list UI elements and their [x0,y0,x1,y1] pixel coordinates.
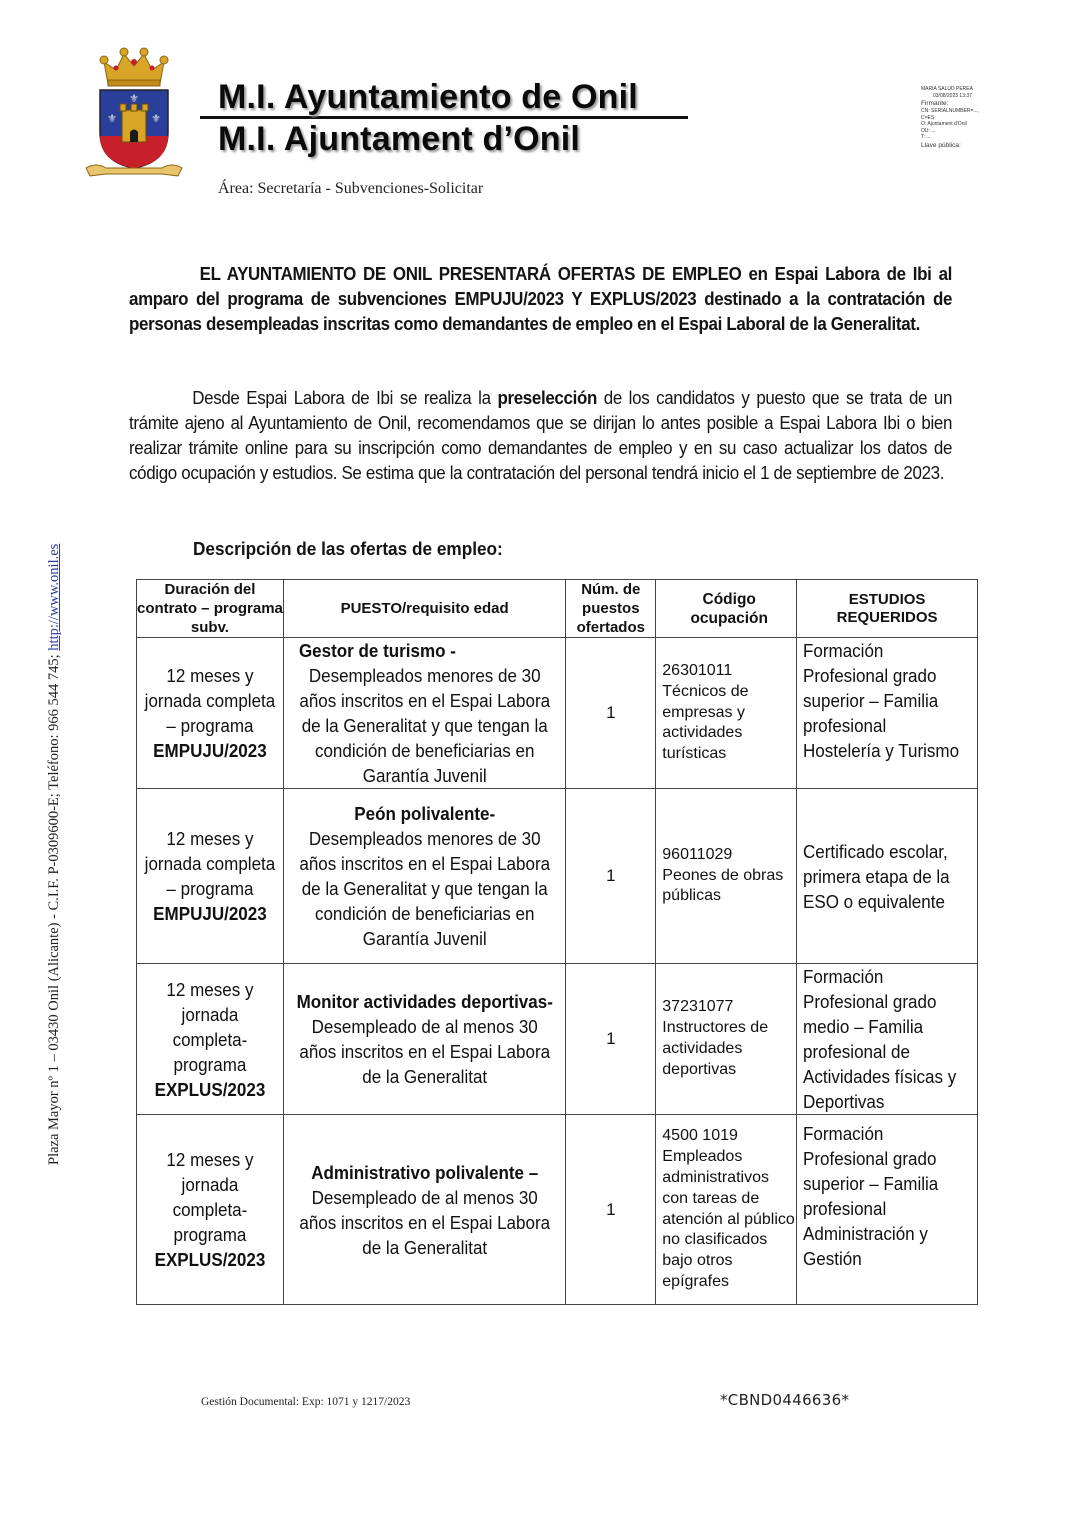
header-position: PUESTO/requisito edad [283,580,565,638]
duration-text: 12 meses y jornada completa – programa [144,665,276,736]
cell-studies [797,1115,978,1305]
table-row [137,638,978,789]
program-text: EMPUJU/2023 [153,740,267,761]
intro-paragraph [129,262,952,337]
cell-duration [137,964,284,1115]
digital-signature-block [921,86,991,150]
program-text: EXPLUS/2023 [154,1078,266,1100]
occupation-description: Peones de obras públicas [662,866,784,905]
studies-text: Formación Profesional grado superior – Familia profesional Administración y Gestión [803,1123,939,1269]
signature-cn: CN: SERIALNUMBER=..., C=ES [921,108,979,121]
position-title: Administrativo polivalente – [311,1161,539,1183]
position-requirement: Desempleado de al menos 30 años inscritos en el Espai Labora de la Generalitat [299,1016,550,1087]
cell-count: 1 [566,964,656,1115]
institution-title [200,78,690,159]
preselection-paragraph [129,386,952,486]
intro-rest: en Espai Labora de Ibi al amparo del programa de subvenciones EMPUJU/2023 Y EXPLUS/2023 destinado a la contratación de personas desempleadas inscritas como demandantes de empleo en el Espai Laboral de la Generalitat. [129,264,953,334]
signature-o: O: Ajuntament d'Onil [921,121,967,127]
preselection-bold: preselección [497,388,597,408]
table-header-row [137,580,978,638]
table-row [137,964,978,1115]
cell-count: 1 [566,789,656,964]
position-requirement: Desempleado de al menos 30 años inscritos en el Espai Labora de la Generalitat [299,1186,550,1258]
cell-duration [137,1115,284,1305]
program-text: EMPUJU/2023 [153,903,267,924]
website-link[interactable]: http://www.onil.es [46,543,62,651]
position-requirement: Desempleados menores de 30 años inscritos en el Espai Labora de la Generalitat y que tengan la condición de beneficiarias en Garantía Juvenil [299,828,550,949]
occupation-code: 4500 1019 [662,1127,738,1145]
occupation-description: Empleados administrativos con tareas de atención al público no clasificados bajo otros epígrafes [662,1148,795,1290]
studies-text: Formación Profesional grado superior – Familia profesional Hostelería y Turismo [803,640,960,761]
cell-position [283,638,565,789]
document-expedient: Gestión Documental: Exp: 1071 y 1217/2023 [201,1396,411,1408]
program-text: EXPLUS/2023 [154,1249,266,1270]
coat-of-arms-logo [84,44,184,180]
cell-position [283,964,565,1115]
signature-date: 03/08/2023 13:37 [933,92,972,99]
cell-count: 1 [566,1115,656,1305]
occupation-description: Instructores de actividades deportivas [662,1019,769,1078]
cell-position [283,1115,565,1305]
cell-studies [797,789,978,964]
studies-text: Certificado escolar, primera etapa de la ESO o equivalente [803,840,950,912]
svg-text:⚜: ⚜ [151,113,161,125]
cell-duration [137,638,284,789]
signature-ou: OU: ... [921,127,936,134]
address-sidebar [46,445,63,1165]
cell-duration [137,789,284,964]
header-code: Código ocupación [656,580,797,638]
intro-bold: EL AYUNTAMIENTO DE ONIL PRESENTARÁ OFERTAS DE EMPLEO [199,264,742,284]
svg-text:⚜: ⚜ [129,93,139,105]
signer-label: Firmante: [921,100,949,107]
table-row [137,1115,978,1305]
duration-text: 12 meses y jornada completa- programa [166,1149,254,1245]
occupation-description: Técnicos de empresas y actividades turísticas [662,682,749,763]
cell-code [656,964,797,1115]
preselection-after: de los candidatos y puesto que se trata de un trámite ajeno al Ayuntamiento de Onil, recomendamos que se dirijan lo antes posible a Espai Labora Ibi o bien realizar trámite online para su inscripción como demandantes de empleo y en su caso actualizar los datos de código ocupación y estudios. Se estima que la contratación del personal tendrá inicio el 1 de septiembre de 2023. [129,388,953,483]
cell-code [656,1115,797,1305]
svg-text:⚜: ⚜ [107,113,117,125]
position-title: Peón polivalente- [354,803,496,824]
barcode-code: *CBND0446636* [720,1391,850,1409]
studies-text: Formación Profesional grado medio – Familia profesional de Actividades físicas y Deportivas [803,966,957,1112]
occupation-code: 26301011 [662,662,733,679]
duration-text: 12 meses y jornada completa – programa [144,828,276,899]
crest-icon [84,44,184,180]
header-duration: Duración del contrato – programa subv. [137,581,283,636]
table-row [137,789,978,964]
signature-t: T: ... [921,134,931,140]
header-count: Núm. de puestos ofertados [566,580,656,638]
title-valencian: M.I. Ajuntament d’Onil [218,120,581,158]
occupation-code: 96011029 [662,845,733,863]
header-studies: ESTUDIOS REQUERIDOS [797,580,978,638]
cell-studies [797,638,978,789]
cell-code [656,789,797,964]
cell-count: 1 [566,638,656,789]
area-label: Área: Secretaría - Subvenciones-Solicitar [218,180,484,197]
job-offers-table [136,579,978,1305]
position-title: Monitor actividades deportivas- [296,991,553,1012]
public-key-label: Llave pública: [921,141,961,149]
duration-text: 12 meses y jornada completa- programa [166,978,254,1075]
title-spanish: M.I. Ayuntamiento de Onil [218,78,638,116]
cell-code [656,638,797,789]
signer-name: MARIA SALUD PEREA [921,86,973,92]
preselection-before: Desde Espai Labora de Ibi se realiza la [192,388,498,408]
position-requirement: Desempleados menores de 30 años inscritos en el Espai Labora de la Generalitat y que tengan la condición de beneficiarias en Garantía Juvenil [299,665,550,786]
section-title: Descripción de las ofertas de empleo: [193,538,503,559]
cell-position [283,789,565,964]
address-text: Plaza Mayor nº 1 – 03430 Onil (Alicante) - C.I.F. P-0309600-E; Teléfono: 966 544 745; [46,650,62,1165]
position-title: Gestor de turismo - [298,640,456,661]
occupation-code: 37231077 [662,998,734,1016]
cell-studies [797,964,978,1115]
